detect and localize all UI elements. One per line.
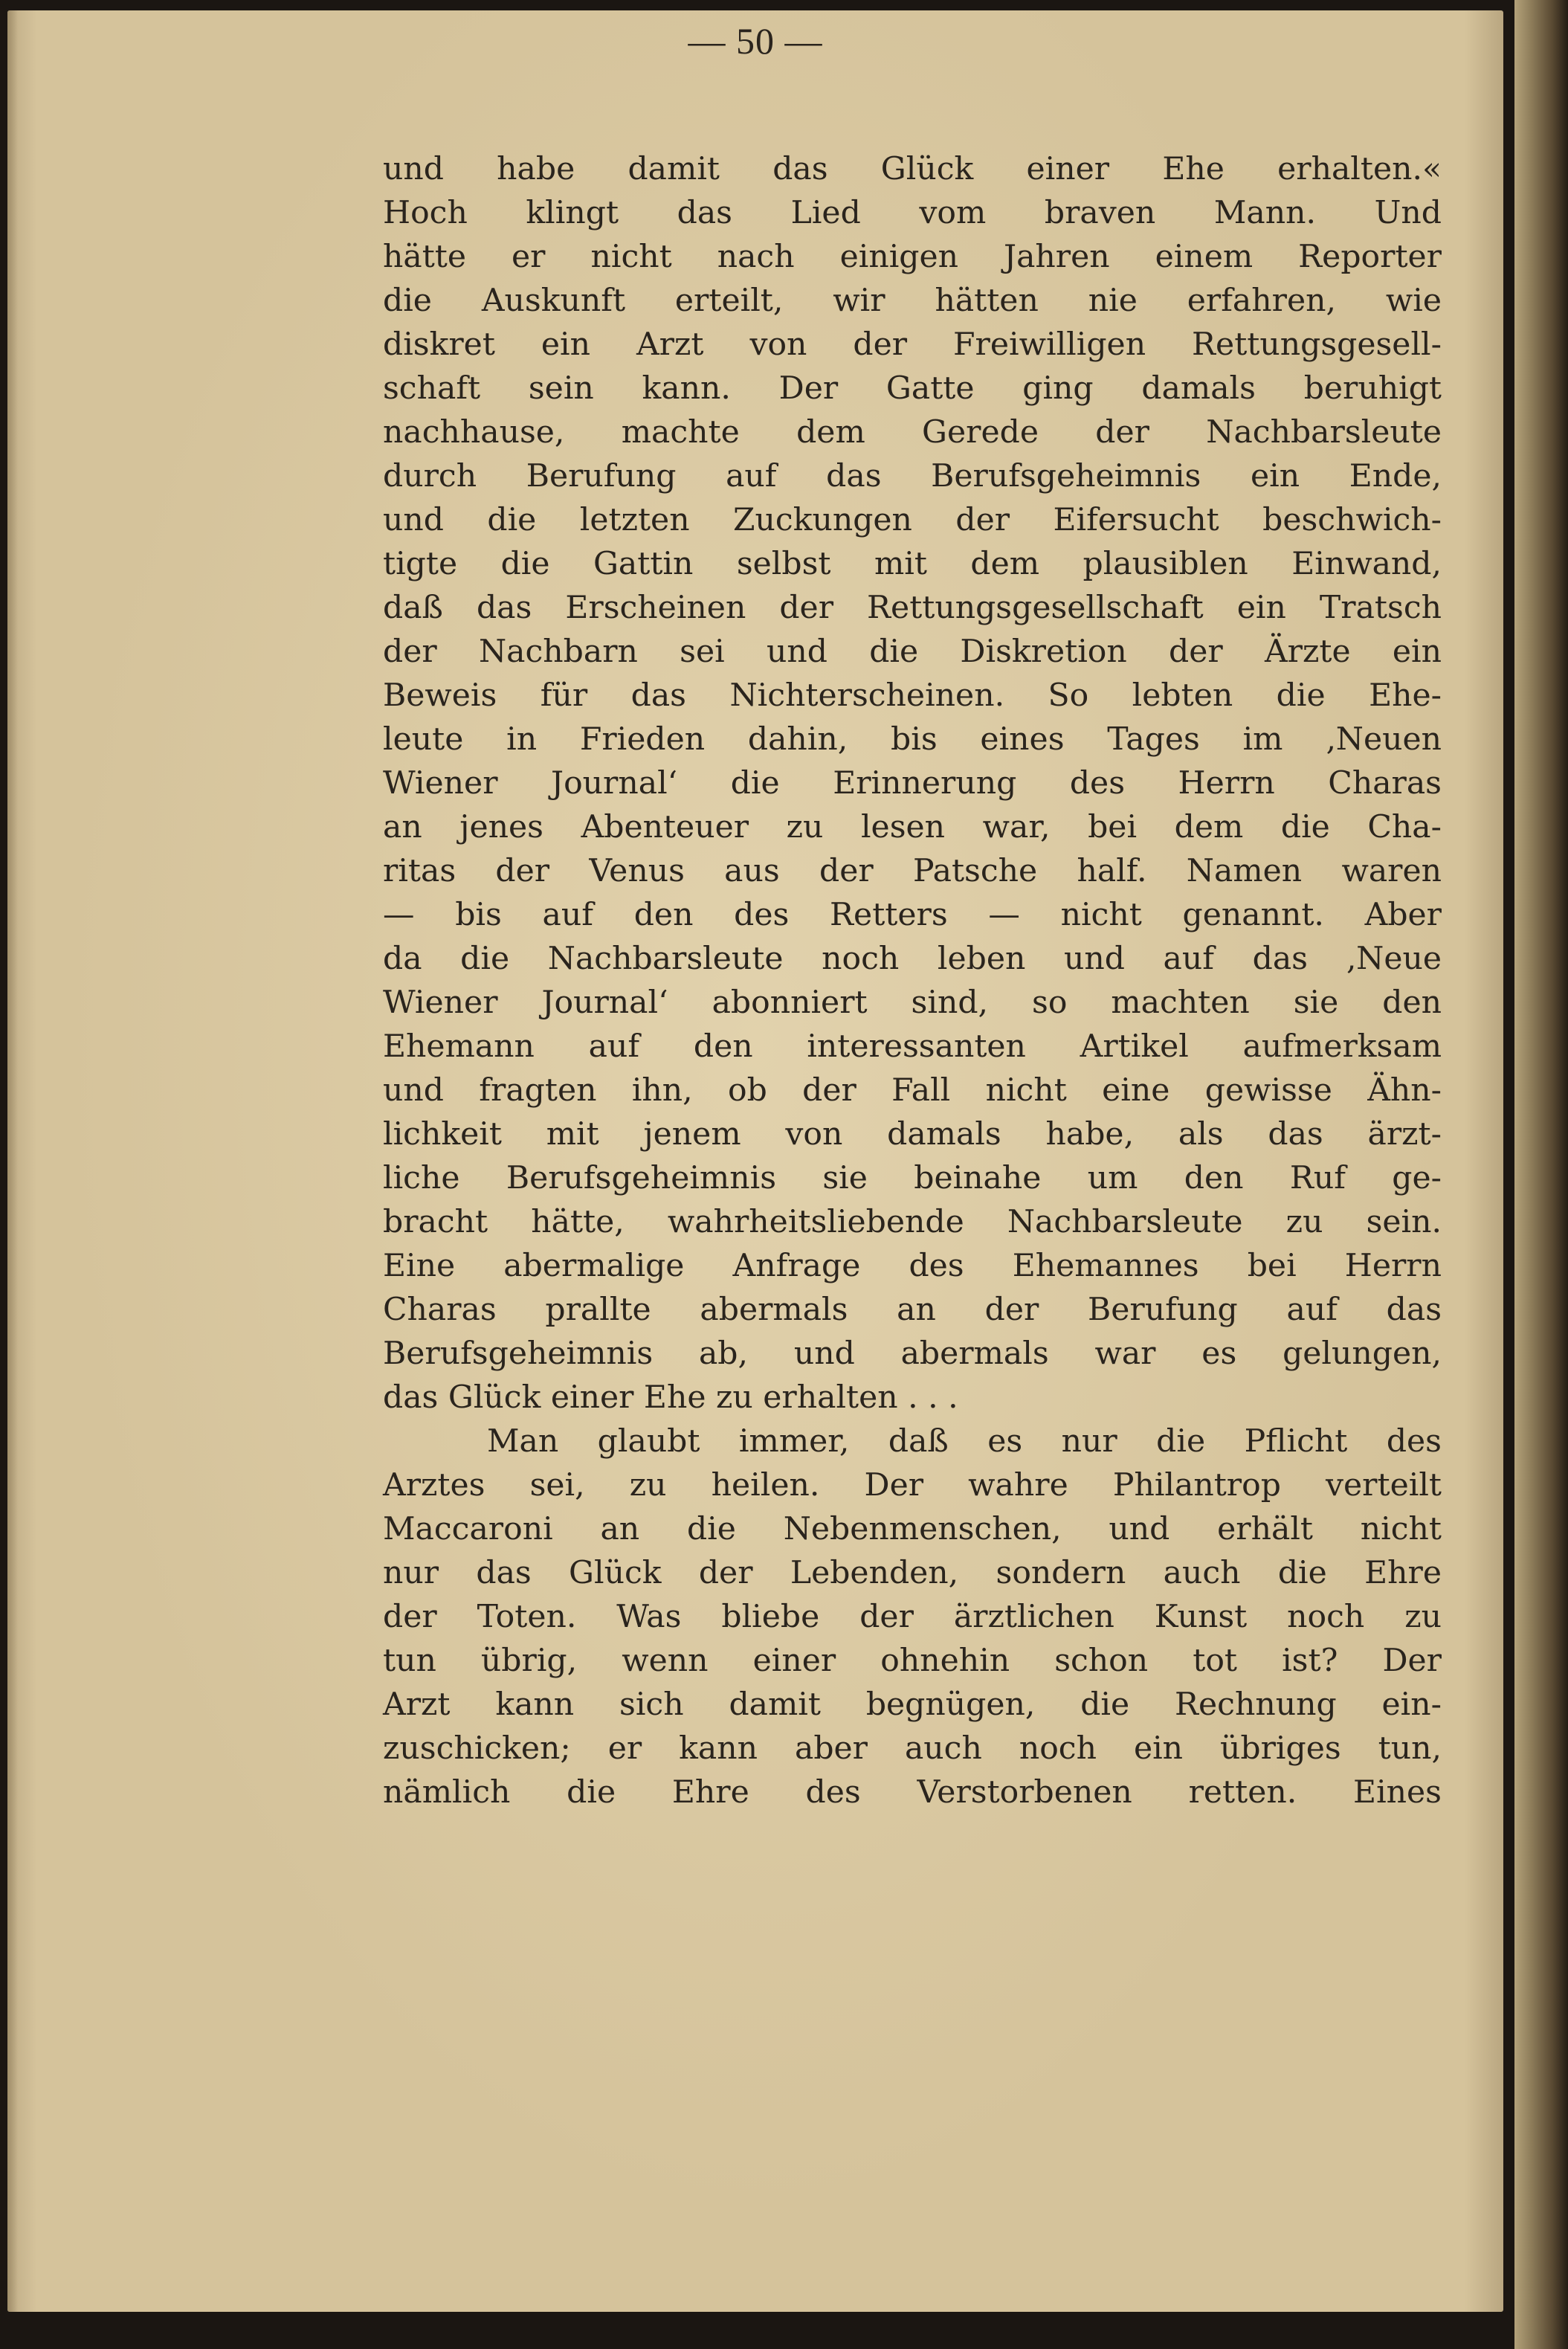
text-line: ritas der Venus aus der Patsche half. Namen waren [383,853,1442,889]
text-line: Berufsgeheimnis ab, und abermals war es gelungen, [383,1335,1442,1372]
text-line: an jenes Abenteuer zu lesen war, bei dem die Cha- [383,809,1442,845]
book-spine-edge [1514,0,1568,2349]
text-line: Eine abermalige Anfrage des Ehemannes bei Herrn [383,1248,1442,1284]
text-line: hätte er nicht nach einigen Jahren einem Reporter [383,239,1442,275]
text-line: Wiener Journal‘ die Erinnerung des Herrn Charas [383,765,1442,802]
text-line: nachhause, machte dem Gerede der Nachbarsleute [383,414,1442,451]
text-line: die Auskunft erteilt, wir hätten nie erfahren, wie [383,283,1442,319]
text-line: und fragten ihn, ob der Fall nicht eine gewisse Ähn- [383,1072,1442,1109]
text-line: Arzt kann sich damit begnügen, die Rechnung ein- [383,1686,1442,1723]
text-line: da die Nachbarsleute noch leben und auf das ‚Neue [383,941,1442,977]
text-line: nämlich die Ehre des Verstorbenen retten. Eines [383,1774,1442,1811]
text-line: Ehemann auf den interessanten Artikel aufmerksam [383,1028,1442,1065]
book-page [7,10,1503,2312]
text-line: durch Berufung auf das Berufsgeheimnis ein Ende, [383,458,1442,494]
text-line: der Nachbarn sei und die Diskretion der Ärzte ein [383,634,1442,670]
text-line: Beweis für das Nichterscheinen. So lebten die Ehe- [383,677,1442,714]
text-line: zuschicken; er kann aber auch noch ein übriges tun, [383,1730,1442,1767]
text-line: diskret ein Arzt von der Freiwilligen Rettungsgesell- [383,326,1442,363]
text-line-paragraph-end: das Glück einer Ehe zu erhalten . . . [383,1379,958,1416]
text-line: tun übrig, wenn einer ohnehin schon tot ist? Der [383,1643,1442,1679]
text-line: daß das Erscheinen der Rettungsgesellschaft ein Tratsch [383,590,1442,626]
text-line: leute in Frieden dahin, bis eines Tages im ‚Neuen [383,721,1442,758]
text-line: und die letzten Zuckungen der Eifersucht beschwich- [383,502,1442,538]
text-line: der Toten. Was bliebe der ärztlichen Kunst noch zu [383,1599,1442,1635]
text-line: Arztes sei, zu heilen. Der wahre Philantrop verteilt [383,1467,1442,1504]
text-line: Hoch klingt das Lied vom braven Mann. Und [383,195,1442,231]
text-line: lichkeit mit jenem von damals habe, als das ärzt- [383,1116,1442,1153]
page-gutter-shadow [7,10,18,2312]
text-line: — bis auf den des Retters — nicht genannt. Aber [383,897,1442,933]
text-line: schaft sein kann. Der Gatte ging damals beruhigt [383,370,1442,407]
text-line: bracht hätte, wahrheitsliebende Nachbarsleute zu sein. [383,1204,1442,1240]
text-line: tigte die Gattin selbst mit dem plausiblen Einwand, [383,546,1442,582]
text-line: Wiener Journal‘ abonniert sind, so machten sie den [383,985,1442,1021]
text-line: Maccaroni an die Nebenmenschen, und erhält nicht [383,1511,1442,1547]
text-line-paragraph-start: Man glaubt immer, daß es nur die Pflicht des [487,1423,1442,1460]
text-line: nur das Glück der Lebenden, sondern auch die Ehre [383,1555,1442,1591]
body-text [383,147,1442,1814]
page-number: — 50 — [688,20,823,62]
text-line: und habe damit das Glück einer Ehe erhalten.« [383,151,1442,187]
text-line: Charas prallte abermals an der Berufung auf das [383,1292,1442,1328]
text-line: liche Berufsgeheimnis sie beinahe um den Ruf ge- [383,1160,1442,1196]
